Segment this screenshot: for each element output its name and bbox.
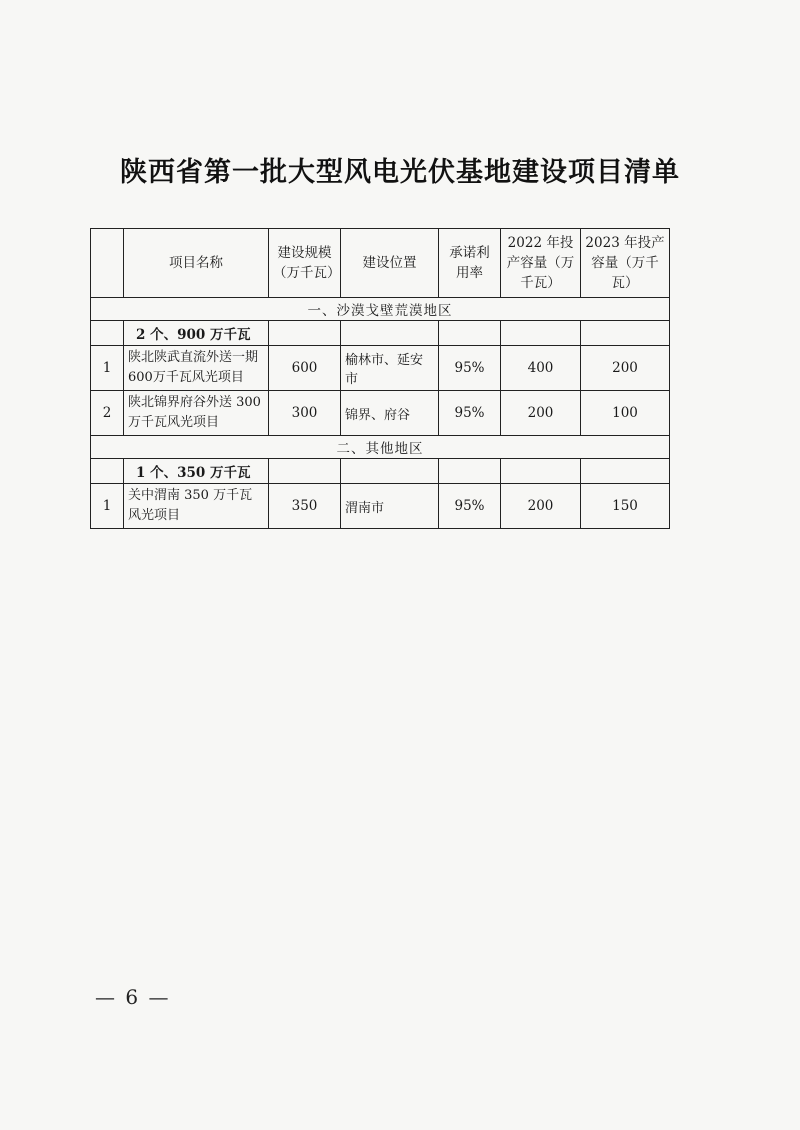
project-name: 陕北陕武直流外送一期600万千瓦风光项目 — [124, 346, 269, 391]
header-index — [91, 229, 124, 298]
region-row — [91, 436, 670, 459]
project-cap-2022: 200 — [501, 391, 581, 436]
table-header-row — [91, 229, 670, 298]
region-title: 二、其他地区 — [91, 436, 670, 459]
project-table — [90, 228, 670, 529]
project-name: 陕北锦界府谷外送 300万千瓦风光项目 — [124, 391, 269, 436]
header-capacity-2023: 2023 年投产容量（万千瓦） — [581, 229, 670, 298]
project-rate: 95% — [439, 391, 501, 436]
project-scale: 350 — [269, 484, 341, 529]
header-scale: 建设规模（万千瓦） — [269, 229, 341, 298]
region-row — [91, 298, 670, 321]
subtotal-row — [91, 321, 670, 346]
project-location: 锦界、府谷 — [341, 391, 439, 436]
row-index: 1 — [91, 484, 124, 529]
document-title: 陕西省第一批大型风电光伏基地建设项目清单 — [120, 157, 680, 188]
project-cap-2022: 200 — [501, 484, 581, 529]
page-number: — 6 — — [95, 985, 171, 1009]
project-scale: 600 — [269, 346, 341, 391]
header-capacity-2022: 2022 年投产容量（万千瓦） — [501, 229, 581, 298]
project-location: 榆林市、延安市 — [341, 346, 439, 391]
row-index: 2 — [91, 391, 124, 436]
header-location: 建设位置 — [341, 229, 439, 298]
subtotal-label: 1 个、350 万千瓦 — [124, 459, 269, 484]
project-name: 关中渭南 350 万千瓦风光项目 — [124, 484, 269, 529]
project-rate: 95% — [439, 346, 501, 391]
row-index: 1 — [91, 346, 124, 391]
subtotal-label: 2 个、900 万千瓦 — [124, 321, 269, 346]
project-cap-2023: 150 — [581, 484, 670, 529]
project-rate: 95% — [439, 484, 501, 529]
table-row — [91, 391, 670, 436]
project-cap-2023: 100 — [581, 391, 670, 436]
header-utilization-rate: 承诺利用率 — [439, 229, 501, 298]
project-cap-2022: 400 — [501, 346, 581, 391]
table-row — [91, 484, 670, 529]
table-row — [91, 346, 670, 391]
header-project-name: 项目名称 — [124, 229, 269, 298]
project-location: 渭南市 — [341, 484, 439, 529]
subtotal-row — [91, 459, 670, 484]
project-scale: 300 — [269, 391, 341, 436]
project-cap-2023: 200 — [581, 346, 670, 391]
region-title: 一、沙漠戈壁荒漠地区 — [91, 298, 670, 321]
